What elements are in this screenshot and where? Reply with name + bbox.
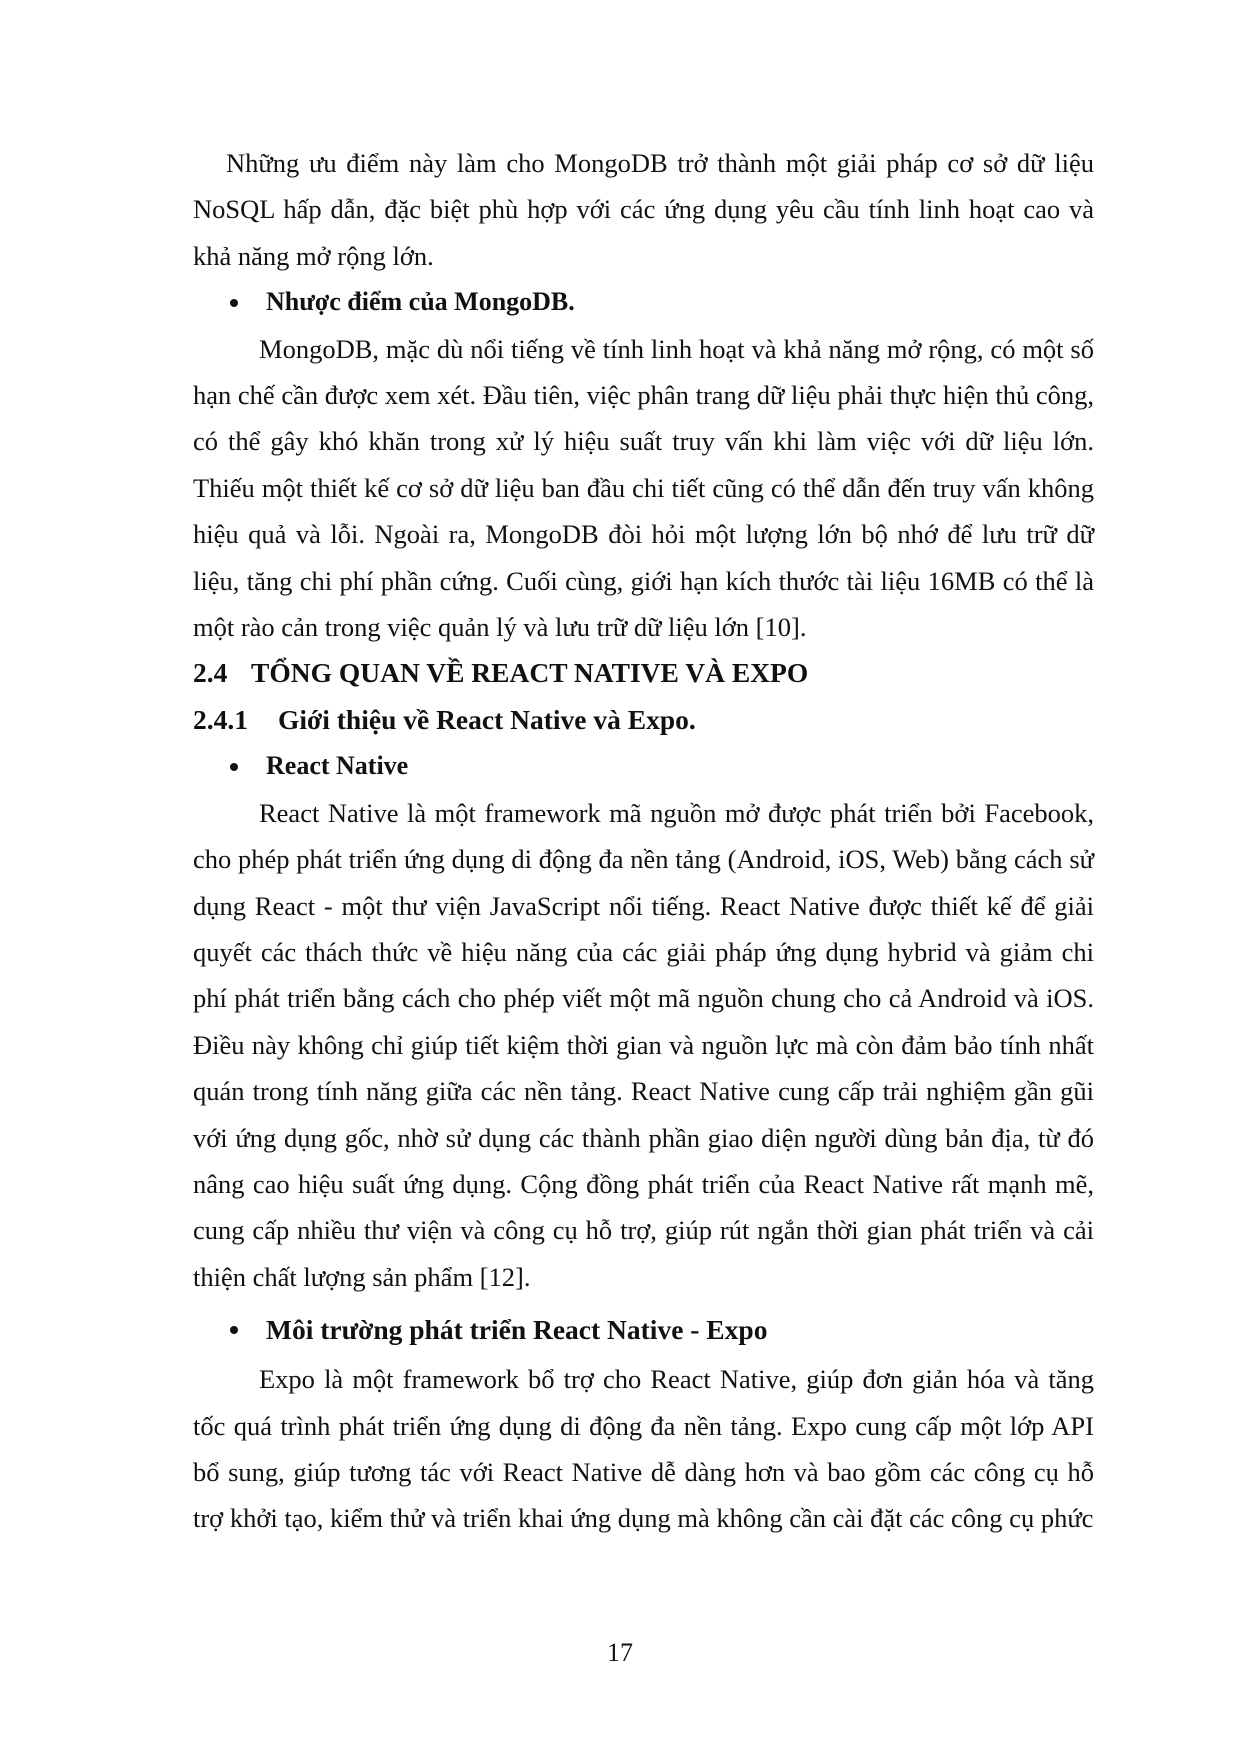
- subsection-heading: [193, 697, 1094, 743]
- bullet-label: Môi trường phát triển React Native - Expo: [266, 1314, 768, 1346]
- page-content: [193, 140, 1094, 1542]
- section-title: TỔNG QUAN VỀ REACT NATIVE VÀ EXPO: [251, 657, 809, 689]
- bullet-expo-env: [193, 1304, 1094, 1356]
- bullet-dot-icon: [230, 299, 238, 307]
- page-number: 17: [607, 1638, 633, 1667]
- subsection-title: Giới thiệu về React Native và Expo.: [278, 703, 696, 735]
- bullet-label: Nhược điểm của MongoDB.: [266, 287, 575, 317]
- paragraph-react-native: React Native là một framework mã nguồn mở được phát triển bởi Facebook, cho phép phát triển ứng dụng di động đa nền tảng (Android, iOS, Web) bằng cách sử dụng React - một thư viện JavaScript nổi tiếng. React Native được thiết kế để giải quyết các thách thức về hiệu năng của các giải pháp ứng dụng hybrid và giảm chi phí phát triển bằng cách cho phép viết một mã nguồn chung cho cả Android và iOS. Điều này không chỉ giúp tiết kiệm thời gian và nguồn lực mà còn đảm bảo tính nhất quán trong tính năng giữa các nền tảng. React Native cung cấp trải nghiệm gần gũi với ứng dụng gốc, nhờ sử dụng các thành phần giao diện người dùng bản địa, từ đó nâng cao hiệu suất ứng dụng. Cộng đồng phát triển của React Native rất mạnh mẽ, cung cấp nhiều thư viện và công cụ hỗ trợ, giúp rút ngắn thời gian phát triển và cải thiện chất lượng sản phẩm [12].: [193, 797, 1094, 1292]
- paragraph-expo: Expo là một framework bổ trợ cho React Native, giúp đơn giản hóa và tăng tốc quá trình phát triển ứng dụng di động đa nền tảng. Expo cung cấp một lớp API bổ sung, giúp tương tác với React Native dễ dàng hơn và bao gồm các công cụ hỗ trợ khởi tạo, kiểm thử và triển khai ứng dụng mà không cần cài đặt các công cụ phức: [193, 1364, 1094, 1534]
- section-number: 2.4: [193, 657, 228, 689]
- paragraph-mongodb-advantages-summary: Những ưu điểm này làm cho MongoDB trở thành một giải pháp cơ sở dữ liệu NoSQL hấp dẫn, đặc biệt phù hợp với các ứng dụng yêu cầu tính linh hoạt cao và khả năng mở rộng lớn.: [193, 148, 1094, 271]
- bullet-mongodb-cons: [193, 279, 1094, 325]
- paragraph-mongodb-cons: MongoDB, mặc dù nổi tiếng về tính linh hoạt và khả năng mở rộng, có một số hạn chế cần được xem xét. Đầu tiên, việc phân trang dữ liệu phải thực hiện thủ công, có thể gây khó khăn trong xử lý hiệu suất truy vấn khi làm việc với dữ liệu lớn. Thiếu một thiết kế cơ sở dữ liệu ban đầu chi tiết cũng có thể dẫn đến truy vấn không hiệu quả và lỗi. Ngoài ra, MongoDB đòi hỏi một lượng lớn bộ nhớ để lưu trữ dữ liệu, tăng chi phí phần cứng. Cuối cùng, giới hạn kích thước tài liệu 16MB có thể là một rào cản trong việc quản lý và lưu trữ dữ liệu lớn [10].: [193, 333, 1094, 643]
- bullet-label: React Native: [266, 751, 409, 781]
- subsection-number: 2.4.1: [193, 703, 248, 735]
- bullet-react-native: [193, 743, 1094, 789]
- section-heading: [193, 650, 1094, 696]
- bullet-dot-icon: [230, 763, 238, 771]
- bullet-dot-icon: [230, 1326, 238, 1334]
